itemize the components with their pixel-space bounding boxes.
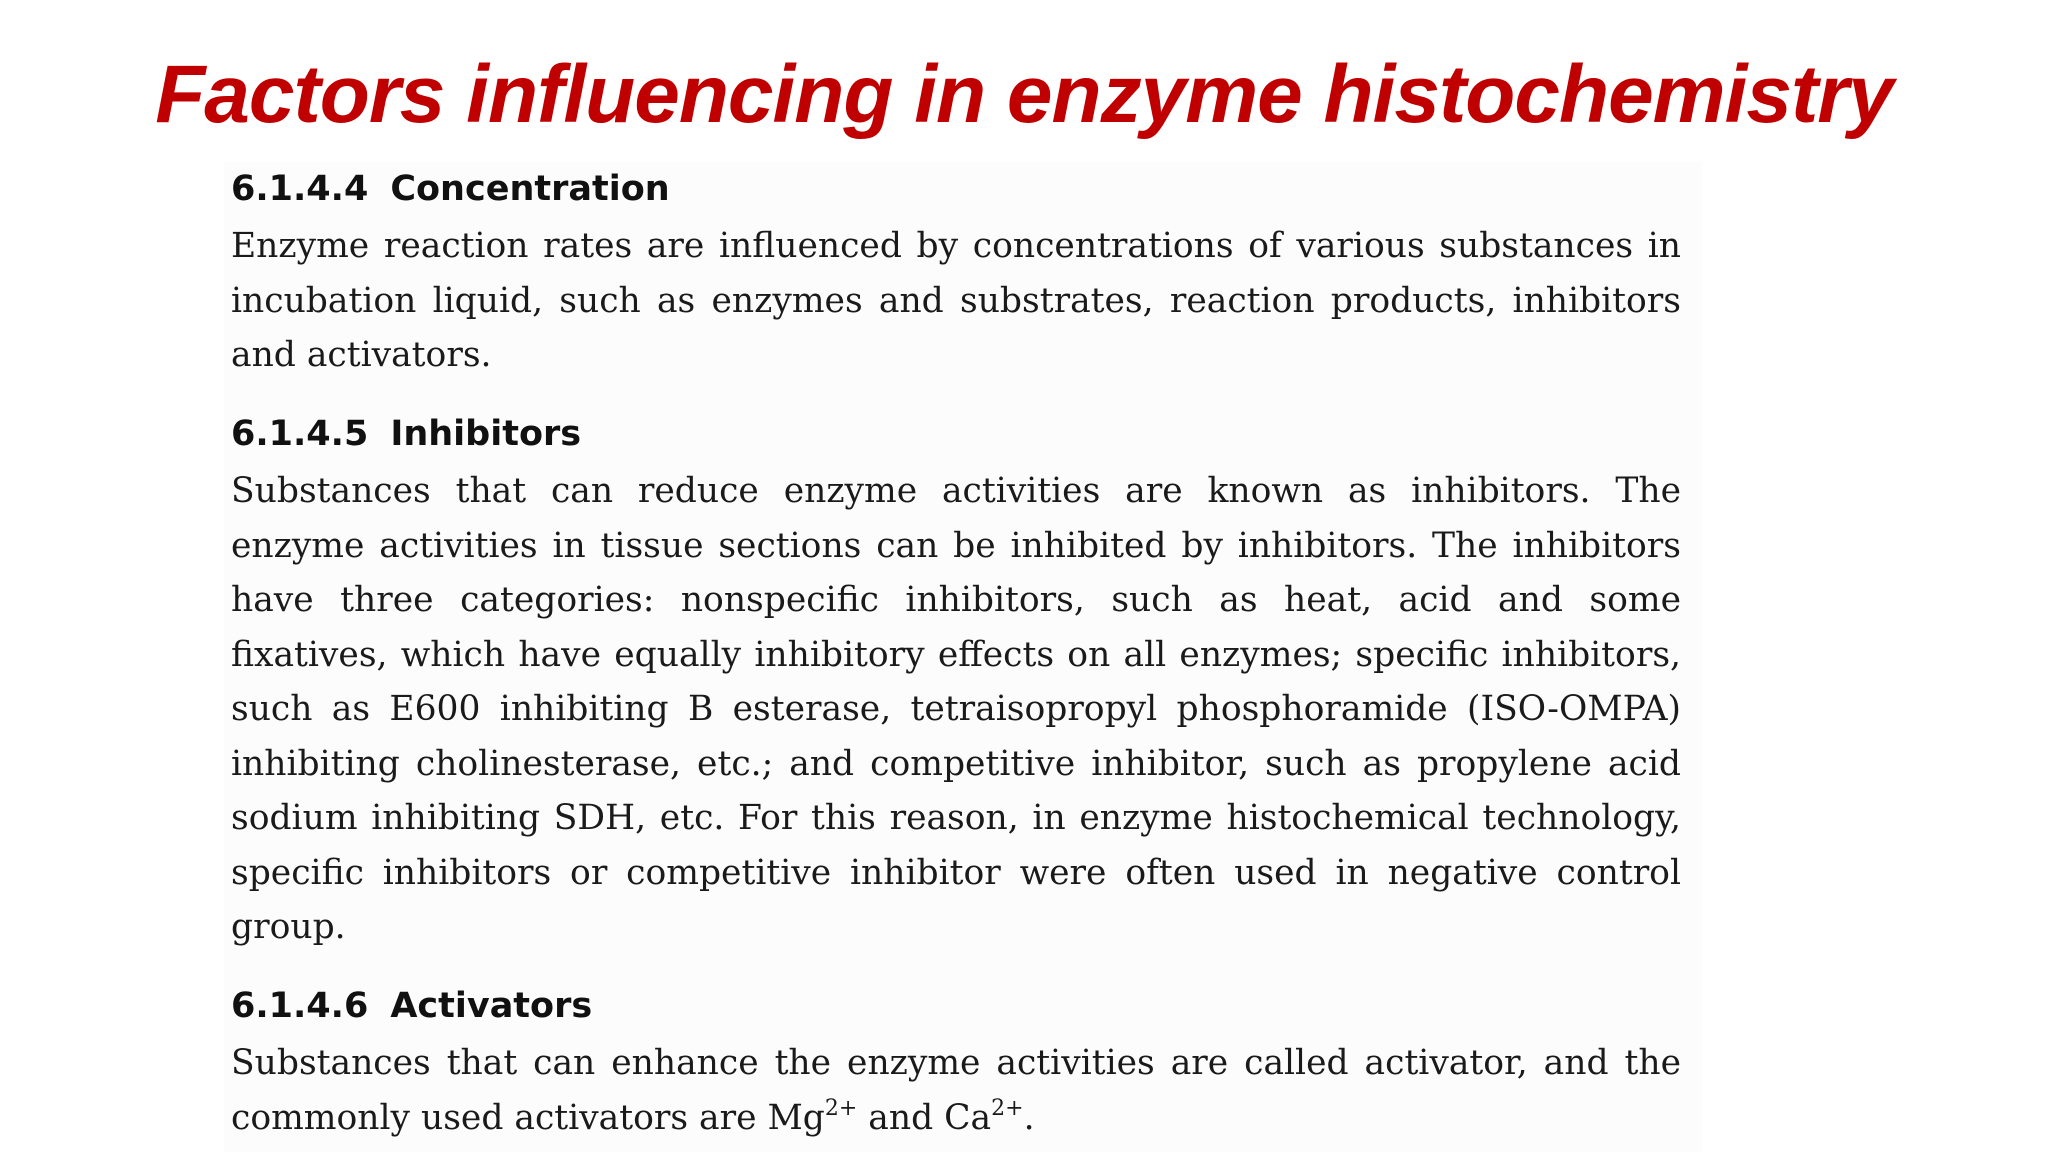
section-number: 6.1.4.5 — [231, 414, 369, 454]
calcium-charge: 2+ — [991, 1095, 1024, 1121]
section-concentration — [231, 165, 1681, 383]
body-text: Substances that can enhance the enzyme activities are called activator, and the commonly used activators are Mg — [231, 1043, 1681, 1138]
section-heading — [231, 410, 1681, 458]
section-activators — [231, 982, 1681, 1145]
slide-title: Factors influencing in enzyme histochemistry — [155, 49, 1893, 140]
body-text: and Ca — [857, 1097, 992, 1138]
section-title: Concentration — [390, 169, 670, 209]
section-number: 6.1.4.6 — [231, 986, 369, 1026]
section-body: Enzyme reaction rates are influenced by concentrations of various substances in incubation liquid, such as enzymes and substrates, reaction products, inhibitors and activators. — [231, 226, 1681, 375]
section-body: Substances that can reduce enzyme activities are known as inhibitors. The enzyme activities in tissue sections can be inhibited by inhibitors. The inhibitors have three categories: nonspecific inhibitors, such as heat, acid and some fixatives, which have equally inhibitory effects on all enzymes; specific inhibitors, such as E600 inhibiting B esterase, tetraisopropyl phosphoramide (ISO-OMPA) inhibiting cholinesterase, etc.; and competitive inhibitor, such as propylene acid sodium inhibiting SDH, etc. For this reason, in enzyme histochemical technology, specific inhibitors or competitive inhibitor were often used in negative control group. — [231, 471, 1681, 947]
section-number: 6.1.4.4 — [231, 169, 369, 209]
section-title: Inhibitors — [390, 414, 582, 454]
body-text: . — [1023, 1097, 1035, 1138]
magnesium-charge: 2+ — [824, 1095, 858, 1121]
section-inhibitors — [231, 410, 1681, 955]
section-title: Activators — [390, 986, 593, 1026]
section-heading — [231, 982, 1681, 1030]
section-heading — [231, 165, 1681, 213]
section-body — [231, 1036, 1681, 1145]
